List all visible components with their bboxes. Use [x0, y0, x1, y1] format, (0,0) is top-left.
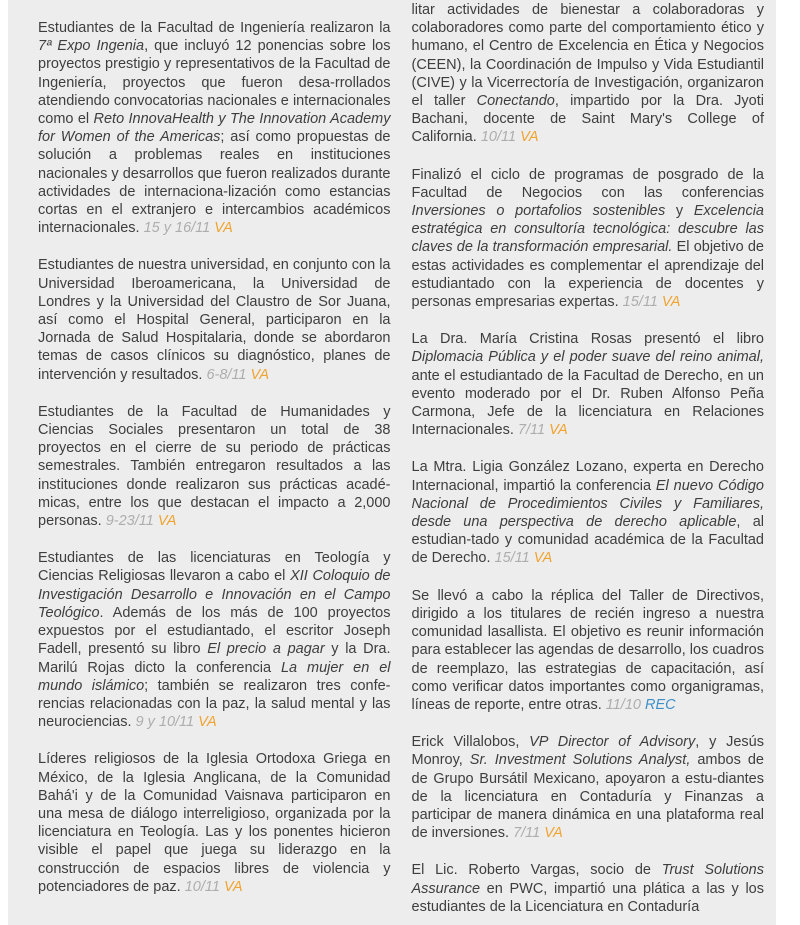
campus-tag-va: VA: [214, 220, 233, 237]
document-page: [8, 0, 776, 925]
event-date: 7/11: [517, 422, 550, 439]
paragraph: [38, 549, 391, 731]
campus-tag-va: VA: [549, 422, 568, 439]
italic-title-text: VP Director of Advisory: [529, 734, 696, 751]
body-text: ; así como propuestas de solución a problemas reales en instituciones nacionales y desarrollos que fueron realizados durante actividades de internaciona-lización como estancias cortas en el extranjero e intercambios académicos internacionales.: [38, 129, 391, 237]
paragraph: [412, 587, 765, 714]
body-text: Se llevó a cabo la réplica del Taller de Directivos, dirigido a los titulares de recién ingreso a nuestra comunidad lasallista. El objetivo es reunir información para establecer las agendas de desarrollo, los cuadros de reemplazo, las estrategias de capacitación, así como verificar datos importantes como organigramas, líneas de reporte, entre otras.: [411, 587, 764, 713]
event-date: 9-23/11: [105, 513, 158, 530]
paragraph: [412, 330, 765, 439]
campus-tag-va: VA: [520, 129, 539, 146]
paragraph: [412, 733, 765, 842]
body-text: Líderes religiosos de la Iglesia Ortodoxa Griega en México, de la Iglesia Anglicana, de la Comunidad Bahá'i y de la Comunidad Vaisnava participaron en una mesa de diálogo interreligioso, organizada por la licenciatura en Teología. Las y los ponentes hicieron visible el papel que juega su liderazgo en la construcción de espacios libres de violencia y potenciadores de paz.: [38, 751, 391, 895]
right-column: [412, 0, 765, 925]
event-date: 10/11: [480, 129, 521, 146]
paragraph: [38, 403, 391, 530]
campus-tag-va: VA: [661, 294, 681, 311]
italic-title-text: Conectando: [476, 93, 555, 110]
body-text: Finalizó el ciclo de programas de posgrado de la Facultad de Negocios con las conferencias: [411, 166, 764, 201]
italic-title-text: 7ª Expo Ingenia: [38, 38, 145, 55]
body-text: litar actividades de bienestar a colaboradoras y colaboradores como parte del comportamiento ético y humano, el Centro de Excelencia en Ética y Negocios (CEEN), la Coordinación de Impulso y Vida Estudiantil (CIVE) y la Vicerrectoría de Investigación, organizaron el taller: [411, 2, 764, 110]
italic-title-text: Reto InnovaHealth y The Innovation Academy for Women of the Americas: [38, 111, 391, 146]
italic-title-text: Diplomacia Pública y el poder suave del reino animal,: [411, 349, 764, 366]
campus-tag-rec: REC: [645, 696, 676, 713]
italic-title-text: El nuevo Código Nacional de Procedimientos Civiles y Familiares, desde una perspectiva de derecho aplicable: [411, 477, 764, 531]
body-text: en PWC, impartió una plática a las y los estudiantes de la Licenciatura en Contaduría: [411, 880, 764, 915]
italic-title-text: Excelencia estratégica en consultoría tecnológica: descubre las claves de la transformación empresarial.: [411, 203, 764, 256]
body-text: , que incluyó 12 ponencias sobre los proyectos prestigio y representativos de la Facultad de Ingeniería, proyectos que fueron desa-rrollados atendiendo convocatorias nacionales e internacionales como el: [38, 38, 391, 128]
paragraph: [38, 750, 391, 896]
body-text: Estudiantes de las licenciaturas en Teología y Ciencias Religiosas llevaron a cabo el: [38, 550, 391, 585]
body-text: Estudiantes de la Facultad de Ingeniería realizaron la: [38, 20, 391, 36]
paragraph: [412, 861, 765, 916]
body-text: La Dra. María Cristina Rosas presentó el libro: [411, 331, 764, 348]
italic-title-text: El precio a pagar: [207, 641, 325, 658]
paragraph: [412, 458, 765, 567]
campus-tag-va: VA: [250, 366, 270, 383]
campus-tag-va: VA: [157, 513, 177, 530]
body-text: Estudiantes de nuestra universidad, en conjunto con la Universidad Iberoamericana, la Universidad de Londres y la Universidad del Claustro de Sor Juana, así como el Hospital General, participaron en la Jornada de Salud Hospitalaria, donde se abordaron temas de casos clínicos su diagnóstico, planes de intervención y resultados.: [38, 257, 391, 383]
body-text: y: [665, 203, 694, 220]
italic-title-text: Sr. Investment Solutions Analyst,: [469, 752, 691, 769]
body-text: Estudiantes de la Facultad de Humanidades y Ciencias Sociales presentaron un total de 38 proyectos en el cierre de su periodo de prácticas semestrales. También entregaron resultados a las instituciones donde realizaron sus prácticas acadé-micas, entre los que destacan el impacto a 2,000 personas.: [38, 403, 391, 530]
paragraph: [412, 1, 765, 147]
campus-tag-va: VA: [544, 825, 563, 842]
left-column: [38, 0, 391, 925]
italic-title-text: La mujer en el mundo islámico: [38, 659, 391, 694]
body-text: y la Dra. Marilú Rojas dicto la conferencia: [38, 641, 391, 676]
campus-tag-va: VA: [223, 878, 243, 895]
body-text: ; también se realizaron tres confe-rencias relacionadas con la paz, la salud mental y las neurociencias.: [38, 677, 391, 731]
paragraph: [38, 256, 391, 383]
event-date: 15/11: [622, 294, 662, 311]
event-date: 6-8/11: [206, 366, 251, 383]
italic-title-text: Trust Solutions Assurance: [411, 862, 764, 897]
paragraph: [38, 19, 391, 237]
paragraph: [412, 166, 765, 312]
event-date: 7/11: [513, 825, 545, 842]
campus-tag-va: VA: [533, 550, 553, 567]
campus-tag-va: VA: [198, 714, 217, 731]
event-date: 10/11: [184, 878, 224, 895]
event-date: 15/11: [494, 550, 534, 567]
event-date: 11/10: [605, 696, 645, 713]
italic-title-text: XII Coloquio de Investigación Desarrollo e Innovación en el Campo Teológico: [38, 568, 391, 621]
body-text: , y Jesús Monroy,: [411, 734, 764, 769]
body-text: El objetivo de estas actividades es complementar el aprendizaje del estudiantado con la experiencia de docentes y personas empresarias expertas.: [411, 239, 764, 311]
italic-title-text: Inversiones o portafolios sostenibles: [411, 203, 666, 220]
body-text: La Mtra. Ligia González Lozano, experta en Derecho Internacional, impartió la conferencia: [411, 459, 764, 494]
body-text: , al estudian-tado y comunidad académica de la Facultad de Derecho.: [411, 514, 764, 567]
body-text: ambos de de Grupo Bursátil Mexicano, apoyaron a estu-diantes de la licenciatura en Contaduría y Finanzas a participar de manera dinámica en una plataforma real de inversiones.: [411, 752, 764, 842]
body-text: El Lic. Roberto Vargas, socio de: [411, 862, 662, 879]
body-text: ante el estudiantado de la Facultad de Derecho, en un evento moderado por el Dr. Ruben Alfonso Peña Carmona, Jefe de la licenciatura en Relaciones Internacionales.: [411, 367, 764, 439]
body-text: , impartido por la Dra. Jyoti Bachani, docente de Saint Mary's College of California.: [411, 93, 764, 146]
event-date: 9 y 10/11: [135, 714, 199, 731]
event-date: 15 y 16/11: [143, 220, 215, 237]
body-text: . Además de los más de 100 proyectos expuestos por el estudiantado, el escritor Joseph Fadell, presentó su libro: [38, 604, 391, 658]
body-text: Erick Villalobos,: [411, 734, 530, 751]
